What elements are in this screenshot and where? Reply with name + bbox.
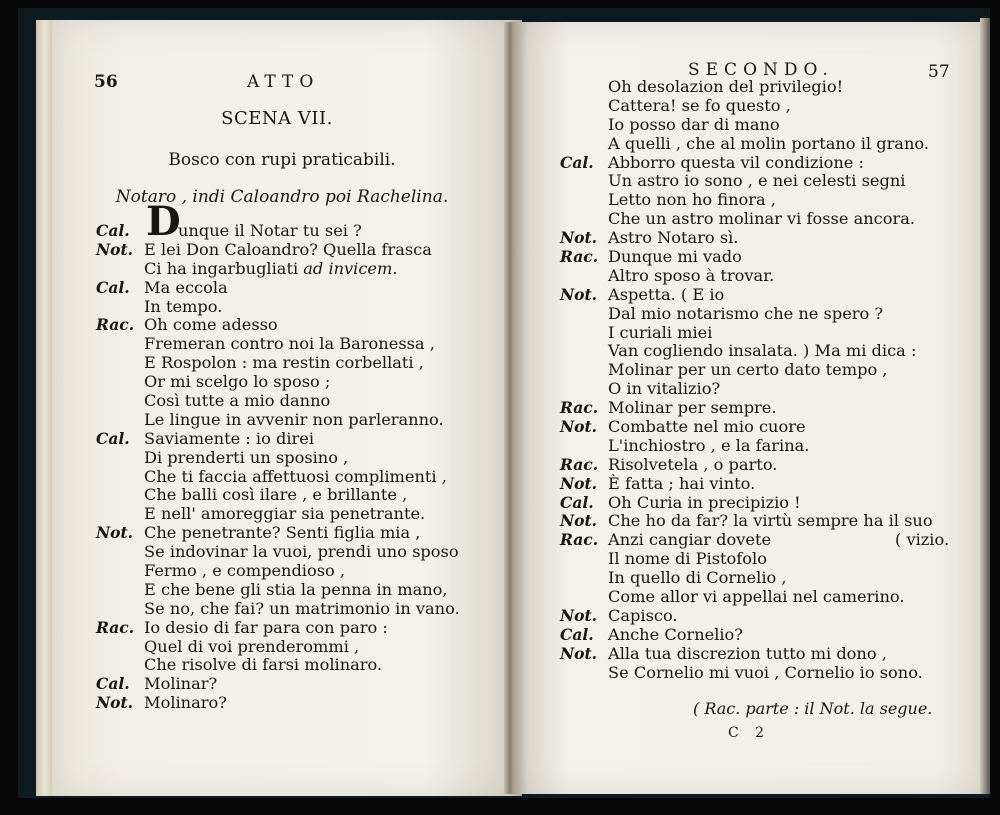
stage-direction: ( Rac. parte : il Not. la segue. bbox=[693, 699, 933, 718]
line-text: Un astro io sono , e nei celesti segni bbox=[608, 171, 906, 191]
line-text: Cattera! se fo questo , bbox=[608, 95, 791, 115]
dialogue-line bbox=[96, 430, 516, 449]
line-text: Letto non ho finora , bbox=[608, 190, 776, 210]
dialogue-line bbox=[96, 543, 516, 562]
line-text: Quel di voi prenderommi , bbox=[144, 636, 360, 656]
speaker-label: Not. bbox=[560, 605, 598, 625]
line-text: Fremeran contro noi la Baronessa , bbox=[144, 334, 435, 354]
dialogue-line bbox=[96, 198, 516, 245]
line-text: Combatte nel mio cuore bbox=[608, 417, 806, 437]
dialogue-line bbox=[96, 241, 516, 260]
page-edges-right bbox=[980, 18, 990, 794]
line-overflow-text: ( vizio. bbox=[895, 530, 950, 550]
dialogue-line bbox=[96, 619, 516, 638]
dialogue-line bbox=[96, 656, 516, 675]
drop-cap: D bbox=[146, 198, 181, 245]
page-number: 57 bbox=[928, 62, 950, 82]
line-text: E che bene gli stia la penna in mano, bbox=[144, 579, 448, 599]
dialogue-line bbox=[96, 279, 516, 298]
line-text: Io desio di far para con paro : bbox=[144, 617, 388, 637]
dialogue-line bbox=[560, 437, 980, 456]
line-text: È fatta ; hai vinto. bbox=[608, 473, 756, 493]
dialogue-line bbox=[560, 399, 980, 418]
running-head: SECONDO. bbox=[688, 60, 834, 80]
line-text: Ma eccola bbox=[144, 277, 228, 297]
line-text: Che penetrante? Senti figlia mia , bbox=[144, 523, 421, 543]
dialogue-line bbox=[560, 380, 980, 399]
speaker-label: Not. bbox=[560, 228, 598, 248]
speaker-label: Not. bbox=[96, 523, 134, 543]
speaker-label: Cal. bbox=[96, 674, 130, 694]
line-text: L'inchiostro , e la farina. bbox=[608, 435, 810, 455]
line-text: O in vitalizio? bbox=[608, 379, 721, 399]
line-text: Che un astro molinar vi fosse ancora. bbox=[608, 209, 916, 229]
line-text: Oh desolazion del privilegio! bbox=[608, 77, 844, 96]
dialogue-line bbox=[560, 418, 980, 437]
dialogue-line bbox=[96, 260, 516, 279]
line-text: Altro sposo à trovar. bbox=[608, 265, 775, 285]
dialogue-line bbox=[96, 392, 516, 411]
line-text: In tempo. bbox=[144, 296, 223, 316]
dialogue-line bbox=[560, 305, 980, 324]
dialogue-line bbox=[96, 354, 516, 373]
line-text: Astro Notaro sì. bbox=[608, 228, 739, 248]
dialogue-lines bbox=[560, 78, 980, 683]
dialogue-line bbox=[560, 645, 980, 664]
dialogue-line bbox=[96, 373, 516, 392]
dialogue-line bbox=[96, 505, 516, 524]
line-text: Molinar per un certo dato tempo , bbox=[608, 360, 888, 380]
dialogue-line bbox=[96, 524, 516, 543]
speaker-label: Cal. bbox=[560, 152, 594, 172]
speaker-label: Rac. bbox=[96, 617, 135, 637]
dialogue-line bbox=[96, 675, 516, 694]
right-page bbox=[513, 22, 983, 794]
line-text: Dunque mi vado bbox=[608, 247, 742, 267]
dialogue-line bbox=[560, 248, 980, 267]
dialogue-line bbox=[96, 335, 516, 354]
line-text: Se Cornelio mi vuoi , Cornelio io sono. bbox=[608, 662, 923, 682]
dialogue-line bbox=[96, 486, 516, 505]
scene-title: SCENA VII. bbox=[221, 108, 333, 129]
line-text: Di prenderti un sposino , bbox=[144, 447, 349, 467]
line-text: Se indovinar la vuoi, prendi uno sposo bbox=[144, 542, 459, 562]
dialogue-line bbox=[96, 581, 516, 600]
line-text: Se no, che fai? un matrimonio in vano. bbox=[144, 598, 460, 618]
line-text: Così tutte a mio danno bbox=[144, 391, 331, 411]
speaker-label: Rac. bbox=[560, 247, 599, 267]
line-text: Oh Curia in precipizio ! bbox=[608, 492, 801, 512]
speaker-label: Not. bbox=[560, 284, 598, 304]
dialogue-line bbox=[560, 550, 980, 569]
line-text: E nell' amoreggiar sia penetrante. bbox=[144, 504, 426, 524]
dialogue-line bbox=[560, 626, 980, 645]
line-text: Anzi cangiar dovete bbox=[608, 530, 772, 550]
dialogue-line bbox=[96, 468, 516, 487]
speaker-label: Cal. bbox=[96, 221, 130, 240]
line-text: Anche Cornelio? bbox=[608, 624, 743, 644]
speaker-label: Not. bbox=[560, 417, 598, 437]
dialogue-line bbox=[560, 154, 980, 173]
line-text: Che ho da far? la virtù sempre ha il suo bbox=[608, 511, 933, 531]
page-number: 56 bbox=[94, 72, 118, 92]
line-text: Molinaro? bbox=[144, 693, 227, 713]
dialogue-line bbox=[560, 286, 980, 305]
line-text: Capisco. bbox=[608, 605, 678, 625]
speaker-label: Not. bbox=[96, 693, 134, 713]
dialogue-line bbox=[560, 494, 980, 513]
line-text: Le lingue in avvenir non parleranno. bbox=[144, 409, 444, 429]
dialogue-line bbox=[560, 361, 980, 380]
dialogue-line bbox=[96, 694, 516, 713]
line-text: Van cogliendo insalata. ) Ma mi dica : bbox=[608, 341, 917, 361]
speaker-label: Rac. bbox=[96, 315, 135, 335]
line-text: Il nome di Pistofolo bbox=[608, 549, 767, 569]
line-text: A quelli , che al molin portano il grano. bbox=[608, 133, 929, 153]
dialogue-line bbox=[560, 135, 980, 154]
line-text: Alla tua discrezion tutto mi dono , bbox=[608, 643, 887, 663]
line-text: Molinar? bbox=[144, 674, 218, 694]
open-book bbox=[18, 8, 990, 798]
dialogue-line bbox=[560, 78, 980, 97]
line-text: Risolvetela , o parto. bbox=[608, 454, 778, 474]
dialogue-line bbox=[560, 267, 980, 286]
speaker-label: Rac. bbox=[560, 398, 599, 418]
dialogue-line bbox=[560, 342, 980, 361]
line-text: I curiali miei bbox=[608, 322, 713, 342]
dialogue-line bbox=[96, 600, 516, 619]
line-text: Oh come adesso bbox=[144, 315, 278, 335]
line-text: unque il Notar tu sei ? bbox=[178, 221, 362, 240]
line-text: Che risolve di farsi molinaro. bbox=[144, 655, 383, 675]
dialogue-line bbox=[560, 664, 980, 683]
left-page bbox=[52, 20, 522, 796]
dialogue-line bbox=[96, 316, 516, 335]
dialogue-line bbox=[560, 172, 980, 191]
signature-mark: C 2 bbox=[728, 725, 771, 741]
line-text: Saviamente : io direi bbox=[144, 428, 315, 448]
line-text: Dal mio notarismo che ne spero ? bbox=[608, 303, 884, 323]
speaker-label: Not. bbox=[560, 473, 598, 493]
line-text: Che balli così ilare , e brillante , bbox=[144, 485, 408, 505]
speaker-label: Cal. bbox=[96, 428, 130, 448]
dialogue-line bbox=[96, 449, 516, 468]
dialogue-line bbox=[560, 475, 980, 494]
line-text: Abborro questa vil condizione : bbox=[608, 152, 864, 172]
dialogue-line bbox=[96, 638, 516, 657]
line-text: Fermo , e compendioso , bbox=[144, 561, 346, 581]
dialogue-lines bbox=[96, 198, 516, 713]
line-text: Che ti faccia affettuosi complimenti , bbox=[144, 466, 447, 486]
line-text: E Rospolon : ma restin corbellati , bbox=[144, 353, 424, 373]
dialogue-line bbox=[560, 607, 980, 626]
line-text: Molinar per sempre. bbox=[608, 398, 777, 418]
dialogue-line bbox=[96, 298, 516, 317]
scene-characters: Notaro , indi Caloandro poi Rachelina. bbox=[115, 187, 449, 207]
speaker-label: Cal. bbox=[560, 492, 594, 512]
dialogue-line bbox=[96, 562, 516, 581]
line-text: Come allor vi appellai nel camerino. bbox=[608, 587, 905, 607]
line-text: Or mi scelgo lo sposo ; bbox=[144, 372, 331, 392]
dialogue-line bbox=[560, 512, 980, 531]
dialogue-line bbox=[560, 588, 980, 607]
dialogue-line bbox=[560, 210, 980, 229]
line-text: Io posso dar di mano bbox=[608, 114, 780, 134]
line-text: Ci ha ingarbugliati bbox=[144, 258, 304, 278]
latin-phrase: ad invicem. bbox=[303, 258, 398, 278]
line-text: In quello di Cornelio , bbox=[608, 568, 787, 588]
dialogue-line bbox=[560, 191, 980, 210]
dialogue-line bbox=[560, 116, 980, 135]
line-text: E lei Don Caloandro? Quella frasca bbox=[144, 239, 432, 259]
dialogue-line bbox=[560, 531, 980, 550]
dialogue-line bbox=[560, 97, 980, 116]
speaker-label: Not. bbox=[560, 511, 598, 531]
line-text: Aspetta. ( E io bbox=[608, 284, 725, 304]
speaker-label: Cal. bbox=[560, 624, 594, 644]
speaker-label: Not. bbox=[96, 239, 134, 259]
running-head: ATTO bbox=[247, 72, 320, 92]
speaker-label: Not. bbox=[560, 643, 598, 663]
dialogue-line bbox=[560, 569, 980, 588]
dialogue-line bbox=[560, 229, 980, 248]
scene-setting: Bosco con rupi praticabili. bbox=[168, 150, 396, 170]
speaker-label: Rac. bbox=[560, 454, 599, 474]
speaker-label: Cal. bbox=[96, 277, 130, 297]
dialogue-line bbox=[560, 324, 980, 343]
dialogue-line bbox=[560, 456, 980, 475]
dialogue-line bbox=[96, 411, 516, 430]
speaker-label: Rac. bbox=[560, 530, 599, 550]
